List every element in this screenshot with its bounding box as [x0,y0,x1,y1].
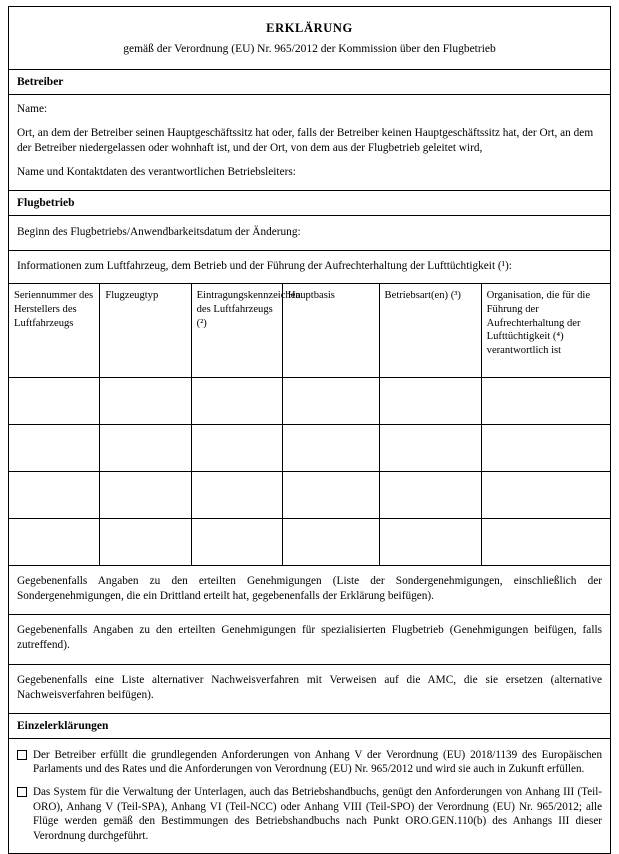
table-cell[interactable] [9,472,100,519]
operator-address-text: Ort, an dem der Betreiber seinen Hauptgeschäftssitz hat oder, falls der Betreiber keinen Hauptgeschäftssitz hat, der Ort, an dem der Betreiber niedergelassen oder wohnhaft ist, und der Ort, von dem aus der Flugbetrieb geleitet wird, [17,127,594,155]
table-cell[interactable] [100,519,191,566]
table-cell[interactable] [379,519,481,566]
section-declarations-heading [9,714,610,739]
table-cell[interactable] [191,425,282,472]
section-operator-heading [9,70,610,95]
table-row[interactable] [9,472,610,519]
table-cell[interactable] [282,472,379,519]
checkbox-icon[interactable] [17,787,27,797]
operator-heading: Betreiber [17,76,64,88]
declaration-item[interactable] [17,748,602,777]
column-header-serial: Seriennummer des Herstellers des Luftfahrzeugs [9,284,100,378]
table-cell[interactable] [282,378,379,425]
declarations-list [9,739,610,854]
page-subtitle: gemäß der Verordnung (EU) Nr. 965/2012 der Kommission über den Flugbetrieb [123,43,496,55]
operator-manager-label: Name und Kontaktdaten des verantwortlichen Betriebsleiters: [17,166,296,179]
operator-name-label: Name: [17,103,48,115]
table-cell[interactable] [9,378,100,425]
table-cell[interactable] [9,425,100,472]
table-cell[interactable] [100,425,191,472]
table-row[interactable] [9,378,610,425]
aircraft-info-label: Informationen zum Luftfahrzeug, dem Betrieb und der Führung der Aufrechterhaltung der Lufttüchtigkeit (¹): [17,260,512,273]
declaration-form [8,6,611,854]
operations-start-field [9,216,610,251]
operations-start-label: Beginn des Flugbetriebs/Anwendbarkeitsdatum der Änderung: [17,226,301,239]
operations-heading: Flugbetrieb [17,197,75,210]
table-row[interactable] [9,425,610,472]
checkbox-icon[interactable] [17,750,27,760]
spo-approvals-paragraph-block [9,615,610,664]
table-cell[interactable] [379,425,481,472]
declaration-text: Das System für die Verwaltung der Unterlagen, auch das Betriebshandbuchs, genügt den Anforderungen von Anhang III (Teil-ORO), Anhang V (Teil-SPA), Anhang VI (Teil-NCC) oder Anhang VIII (Teil-SPO) der Verordnung (EU) Nr. 965/2012; alle Flüge werden gemäß den Bestimmungen des Betriebshandbuchs nach Punkt ORO.GEN.110(b) des Anhangs III dieser Verordnung durchgeführt. [33,786,602,843]
table-cell[interactable] [9,519,100,566]
table-cell[interactable] [191,519,282,566]
table-cell[interactable] [100,472,191,519]
table-cell[interactable] [100,378,191,425]
table-row[interactable] [9,519,610,566]
altmoc-paragraph-block [9,665,610,714]
approvals-paragraph-block [9,566,610,615]
table-cell[interactable] [379,472,481,519]
aircraft-info-field [9,251,610,284]
table-cell[interactable] [481,472,610,519]
page-title: ERKLÄRUNG [266,21,353,35]
column-header-operationtype: Betriebsart(en) (³) [379,284,481,378]
declarations-heading: Einzelerklärungen [17,719,109,732]
column-header-mainbase: Hauptbasis [282,284,379,378]
table-cell[interactable] [379,378,481,425]
table-header-row [9,284,610,378]
table-cell[interactable] [282,425,379,472]
aircraft-table-wrap [9,284,610,566]
table-cell[interactable] [191,472,282,519]
column-header-type: Flugzeugtyp [100,284,191,378]
altmoc-paragraph: Gegebenenfalls eine Liste alternativer Nachweisverfahren mit Verweisen auf die AMC, die sie ersetzen (alternative Nachweisverfahren beifügen). [17,673,602,701]
document-header [9,7,610,70]
section-operations-heading [9,191,610,216]
table-cell[interactable] [481,519,610,566]
table-cell[interactable] [191,378,282,425]
table-cell[interactable] [282,519,379,566]
table-cell[interactable] [481,378,610,425]
declaration-text: Der Betreiber erfüllt die grundlegenden Anforderungen von Anhang V der Verordnung (EU) 2018/1139 des Europäischen Parlaments und des Rates und die Anforderungen von Verordnung (EU) Nr. 965/2012 und wird sie auch in Zukunft erfüllen. [33,748,602,776]
operator-fields [9,95,610,191]
column-header-camo: Organisation, die für die Führung der Aufrechterhaltung der Lufttüchtigkeit (⁴) verantwortlich ist [481,284,610,378]
table-cell[interactable] [481,425,610,472]
spo-approvals-paragraph: Gegebenenfalls Angaben zu den erteilten Genehmigungen für spezialisierten Flugbetrieb (Genehmigungen beifügen, falls zutreffend). [17,624,602,652]
approvals-paragraph: Gegebenenfalls Angaben zu den erteilten Genehmigungen (Liste der Sondergenehmigungen, einschließlich der Sondergenehmigungen, die ein Drittland erteilt hat, gegebenenfalls der Erklärung beifügen). [17,575,602,603]
column-header-registration: Eintragungskennzeichen des Luftfahrzeugs (²) [191,284,282,378]
declaration-item[interactable] [17,785,602,844]
aircraft-table [9,284,610,565]
